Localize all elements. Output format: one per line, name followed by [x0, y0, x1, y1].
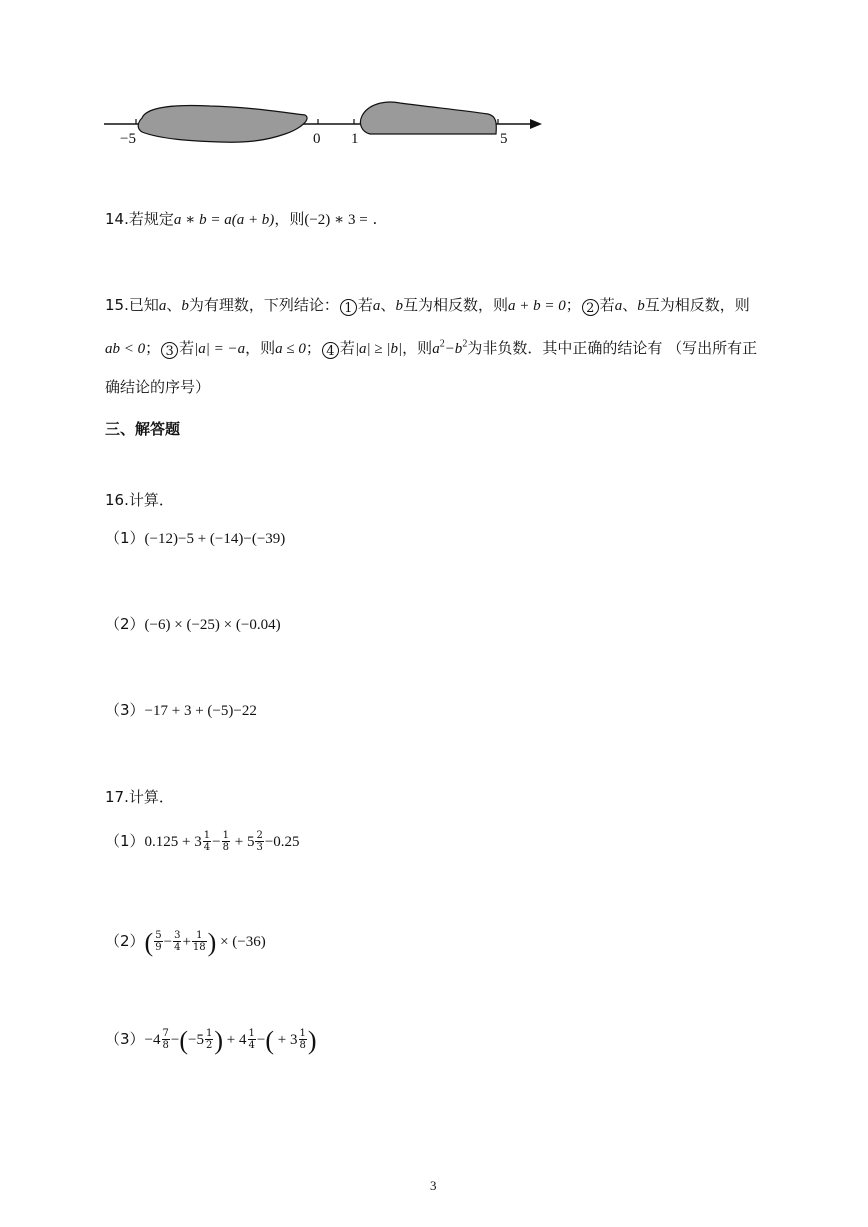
q17-p3-d: + 4 [223, 1032, 247, 1048]
q15-var-b: b [181, 298, 189, 314]
q17-p3-frac-3 [248, 1028, 256, 1051]
q15-s3d: a ≤ 0 [275, 341, 306, 357]
number-line-figure [100, 96, 550, 152]
q17-part-1 [105, 830, 300, 853]
q17-p3-frac-1 [162, 1028, 170, 1051]
q15-minus-b: −b [444, 341, 463, 357]
q17-p3-label: （3） [105, 1030, 145, 1048]
q17-part-3 [105, 1026, 317, 1056]
q15-s1-var-b: b [395, 298, 403, 314]
q15-s4a: 若 [339, 339, 355, 357]
frac-denominator: 4 [203, 842, 211, 853]
question-15-line-2 [105, 337, 757, 359]
q17-number: 17. [105, 788, 129, 806]
question-15-line-3: 确结论的序号） [105, 378, 211, 396]
q14-text1: 若规定 [128, 210, 174, 228]
q17-part-2 [105, 928, 266, 958]
q15-s1b: 互为相反数，则 [402, 296, 508, 314]
question-16-title [105, 489, 174, 510]
q17-p3-lparen-2: ( [265, 1026, 275, 1055]
question-17-title [105, 786, 174, 807]
q15-t1: 已知 [128, 296, 159, 314]
tick-label-5: 5 [500, 131, 508, 147]
q16-part-3 [105, 699, 257, 720]
frac-numerator: 1 [203, 830, 211, 841]
q17-p3-e: − [256, 1032, 266, 1048]
q15-s2b: 互为相反数，则 [644, 296, 750, 314]
frac-numerator: 1 [192, 930, 207, 942]
q17-p3-frac-4 [299, 1028, 307, 1051]
q17-p3-c: −5 [188, 1032, 204, 1048]
q17-p2-b: − [163, 934, 173, 950]
circled-number-4: 4 [322, 342, 339, 359]
q17-p2-rparen: ) [207, 928, 217, 957]
frac-denominator: 8 [299, 1040, 306, 1051]
q15-s3a: 若 [179, 339, 195, 357]
q14-definition: a ∗ b = a(a + b) [173, 212, 275, 228]
q17-p2-frac-1 [154, 930, 162, 953]
q17-p1-frac-2 [222, 830, 230, 853]
q15-s4b: |a| ≥ |b| [354, 341, 403, 357]
q15-t2: 为有理数，下列结论： [188, 296, 339, 314]
q17-title-text: 计算． [128, 788, 174, 806]
q15-s1-sep: 、 [380, 296, 396, 314]
q17-p1-c: + 5 [230, 834, 255, 850]
q15-s4e: 为非负数．其中正确的结论有 （写出所有正 [467, 339, 758, 357]
frac-numerator: 1 [206, 1028, 213, 1039]
q17-p3-frac-2 [205, 1028, 213, 1051]
q15-square-1: 2 [439, 338, 445, 350]
tick-label-1: 1 [351, 131, 359, 147]
q16-p1-expr: (−12)−5 + (−14)−(−39) [144, 531, 286, 547]
q17-p1-d: −0.25 [264, 834, 300, 850]
q15-s4c: ，则 [402, 339, 433, 357]
q17-p3-f: + 3 [274, 1032, 298, 1048]
section-3-heading: 三、解答题 [105, 420, 181, 438]
q15-var-a: a [158, 298, 167, 314]
q15-number: 15. [105, 296, 129, 314]
q17-p3-rparen-1: ) [214, 1026, 224, 1055]
q14-text2: ，则 [274, 210, 305, 228]
q17-p3-rparen-2: ) [307, 1026, 317, 1055]
q16-p2-expr: (−6) × (−25) × (−0.04) [144, 617, 281, 633]
frac-numerator: 3 [174, 930, 181, 941]
frac-denominator: 9 [155, 942, 162, 953]
ink-blot-right [360, 102, 496, 134]
tick-label-minus5: −5 [120, 131, 136, 147]
q15-s2a: 若 [599, 296, 615, 314]
circled-number-2: 2 [582, 299, 599, 316]
frac-numerator: 1 [248, 1028, 255, 1039]
q15-s1-var-a: a [372, 298, 381, 314]
frac-numerator: 1 [222, 830, 229, 841]
q16-p3-expr: −17 + 3 + (−5)−22 [144, 703, 257, 719]
q17-p1-frac-3 [255, 830, 263, 853]
q17-p1-label: （1） [105, 832, 145, 850]
q17-p2-lparen: ( [144, 928, 154, 957]
q17-p2-frac-3 [192, 930, 207, 953]
frac-numerator: 1 [299, 1028, 306, 1039]
q16-p2-label: （2） [105, 615, 145, 633]
q14-number: 14. [105, 210, 129, 228]
q16-p1-label: （1） [105, 529, 145, 547]
q15-s1c: a + b = 0 [507, 298, 566, 314]
frac-numerator: 2 [256, 830, 263, 841]
frac-numerator: 7 [162, 1028, 169, 1039]
q17-p2-d: × (−36) [216, 934, 266, 950]
question-15-line-1 [105, 294, 750, 316]
q14-end: . [367, 210, 378, 228]
page-number: 3 [430, 1178, 437, 1193]
frac-denominator: 4 [174, 942, 181, 953]
frac-denominator: 4 [248, 1040, 255, 1051]
q17-p2-frac-2 [173, 930, 181, 953]
q17-p3-a: −4 [144, 1032, 161, 1048]
tick-label-0: 0 [313, 131, 321, 147]
q17-p3-b: − [170, 1032, 180, 1048]
frac-denominator: 2 [206, 1040, 213, 1051]
q17-p1-a: 0.125 + 3 [144, 834, 202, 850]
q16-number: 16. [105, 491, 129, 509]
frac-numerator: 5 [155, 930, 162, 941]
q17-p1-b: − [212, 834, 221, 850]
q15-s2-var-a: a [614, 298, 623, 314]
q16-p3-label: （3） [105, 701, 145, 719]
q15-s1a: 若 [357, 296, 373, 314]
q15-sep: 、 [166, 296, 182, 314]
q15-square-2: 2 [462, 338, 468, 350]
q17-p2-label: （2） [105, 932, 145, 950]
frac-denominator: 8 [222, 842, 229, 853]
q14-expression: (−2) ∗ 3 = [304, 212, 368, 228]
q15-l2-expr: ab < 0 [105, 341, 146, 357]
circled-number-3: 3 [161, 342, 178, 359]
frac-denominator: 18 [192, 942, 206, 953]
q15-s3b: |a| = −a [194, 341, 246, 357]
q17-p2-c: + [182, 934, 191, 950]
q17-p1-frac-1 [203, 830, 211, 853]
ink-blot-left [138, 106, 307, 143]
q15-s2-var-b: b [637, 298, 645, 314]
question-14 [105, 208, 377, 229]
frac-denominator: 8 [162, 1040, 169, 1051]
q15-s4d: a [432, 341, 440, 357]
q15-s3c: ，则 [245, 339, 276, 357]
q16-part-1 [105, 527, 285, 548]
q15-semi-2: ； [145, 339, 161, 357]
q16-title-text: 计算． [128, 491, 174, 509]
circled-number-1: 1 [340, 299, 357, 316]
q15-s2-sep: 、 [622, 296, 638, 314]
frac-denominator: 3 [256, 842, 263, 853]
q15-semi-3: ； [305, 339, 321, 357]
number-line-arrow [530, 119, 542, 129]
q17-p3-lparen-1: ( [179, 1026, 189, 1055]
q15-semi-1: ； [565, 296, 581, 314]
q16-part-2 [105, 613, 281, 634]
